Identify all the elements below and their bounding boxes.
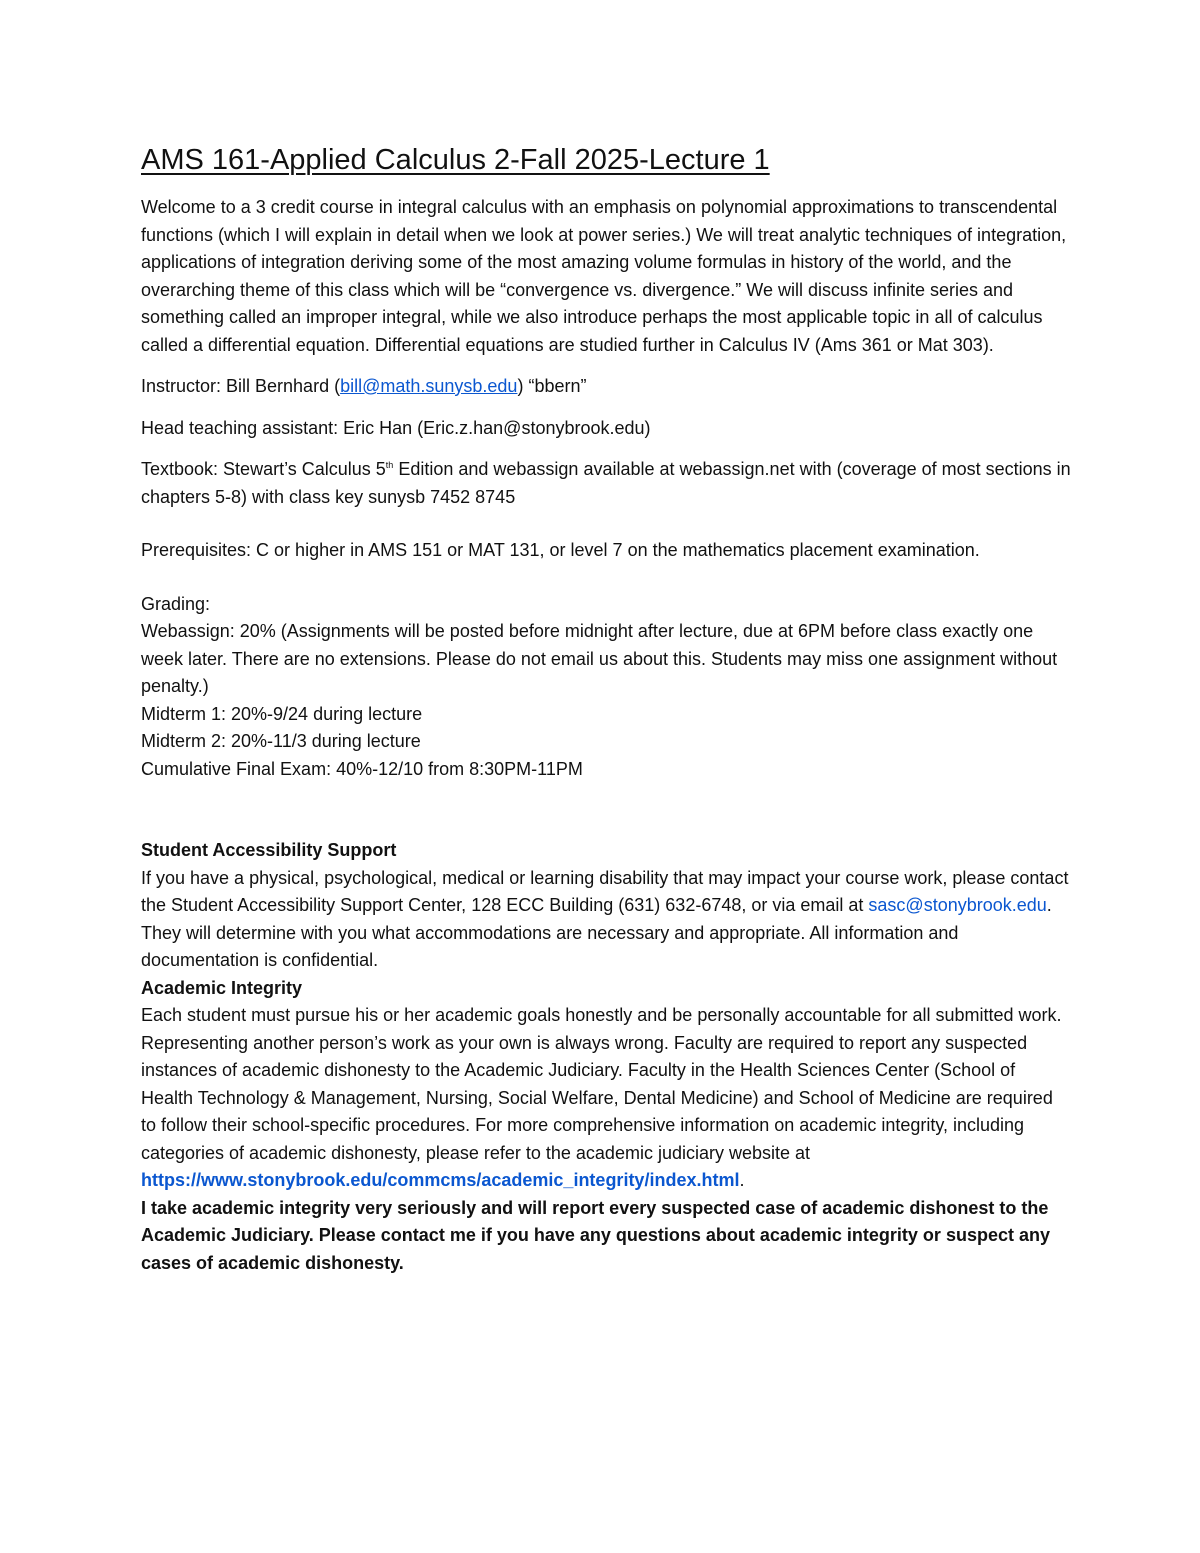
textbook-prefix: Textbook: Stewart’s Calculus 5 <box>141 459 386 479</box>
textbook-suffix: Edition and webassign available at webassign.net with (coverage of most sections in chapters 5-8) with class key sunysb 7452 8745 <box>141 459 1071 507</box>
integrity-closing: I take academic integrity very seriously and will report every suspected case of academic dishonest to the Academic Judiciary. Please contact me if you have any questions about academic integrity or suspect any cases of academic dishonesty. <box>141 1197 1050 1273</box>
grading-final: Cumulative Final Exam: 40%-12/10 from 8:30PM-11PM <box>141 758 583 779</box>
instructor-label: Instructor: Bill Bernhard ( <box>141 376 341 396</box>
accessibility-section <box>141 837 1071 975</box>
accessibility-body <box>141 865 1071 975</box>
accessibility-body-after: . They will determine with you what accommodations are necessary and appropriate. All information and documentation is confidential. <box>141 895 1052 970</box>
grading-heading: Grading: <box>141 593 211 614</box>
intro-paragraph: Welcome to a 3 credit course in integral calculus with an emphasis on polynomial approximations to transcendental functions (which I will explain in detail when we look at power series.) We will treat analytic techniques of integration, applications of integration deriving some of the most amazing volume formulas in history of the world, and the overarching theme of this class which will be “convergence vs. divergence.” We will discuss infinite series and something called an improper integral, while we also introduce perhaps the most applicable topic in all of calculus called a differential equation. Differential equations are studied further in Calculus IV (Ams 361 or Mat 303). <box>141 197 1067 355</box>
integrity-section <box>141 975 1071 1278</box>
instructor-suffix: ) “bbern” <box>517 376 587 396</box>
integrity-url-line <box>141 1167 1071 1195</box>
prerequisites-line: Prerequisites: C or higher in AMS 151 or MAT 131, or level 7 on the mathematics placement examination. <box>141 540 980 560</box>
instructor-line <box>141 373 1071 401</box>
accessibility-body-before: If you have a physical, psychological, medical or learning disability that may impact your course work, please contact the Student Accessibility Support Center, 128 ECC Building (631) 632-6748, or via email at <box>141 867 1069 915</box>
integrity-body: Each student must pursue his or her academic goals honestly and be personally accountable for all submitted work. Representing another person’s work as your own is always wrong. Faculty are required to report any suspected instances of academic dishonesty to the Academic Judiciary. Faculty in the Health Sciences Center (School of Health Technology & Management, Nursing, Social Welfare, Dental Medicine) and School of Medicine are required to follow their school-specific procedures. For more comprehensive information on academic integrity, including categories of academic dishonesty, please refer to the academic judiciary website at <box>141 1005 1062 1163</box>
accessibility-heading: Student Accessibility Support <box>141 840 397 860</box>
syllabus-page <box>141 142 1071 1277</box>
integrity-heading: Academic Integrity <box>141 977 303 998</box>
grading-section <box>141 591 1071 784</box>
grading-midterm-2: Midterm 2: 20%-11/3 during lecture <box>141 731 421 751</box>
integrity-url-suffix: . <box>739 1170 745 1190</box>
textbook-line <box>141 456 1071 511</box>
integrity-url-link[interactable]: https://www.stonybrook.edu/commcms/academic_integrity/index.html <box>141 1170 740 1190</box>
grading-midterm-1: Midterm 1: 20%-9/24 during lecture <box>141 703 423 724</box>
grading-webassign: Webassign: 20% (Assignments will be posted before midnight after lecture, due at 6PM before class exactly one week later. There are no extensions. Please do not email us about this. Students may miss one assignment without penalty.) <box>141 621 1058 696</box>
ta-line: Head teaching assistant: Eric Han (Eric.z.han@stonybrook.edu) <box>141 417 651 438</box>
accessibility-email-link[interactable]: sasc@stonybrook.edu <box>868 895 1047 915</box>
instructor-email-link[interactable]: bill@math.sunysb.edu <box>340 376 518 396</box>
textbook-sup: th <box>385 460 394 470</box>
page-title: AMS 161-Applied Calculus 2-Fall 2025-Lecture 1 <box>141 144 770 176</box>
